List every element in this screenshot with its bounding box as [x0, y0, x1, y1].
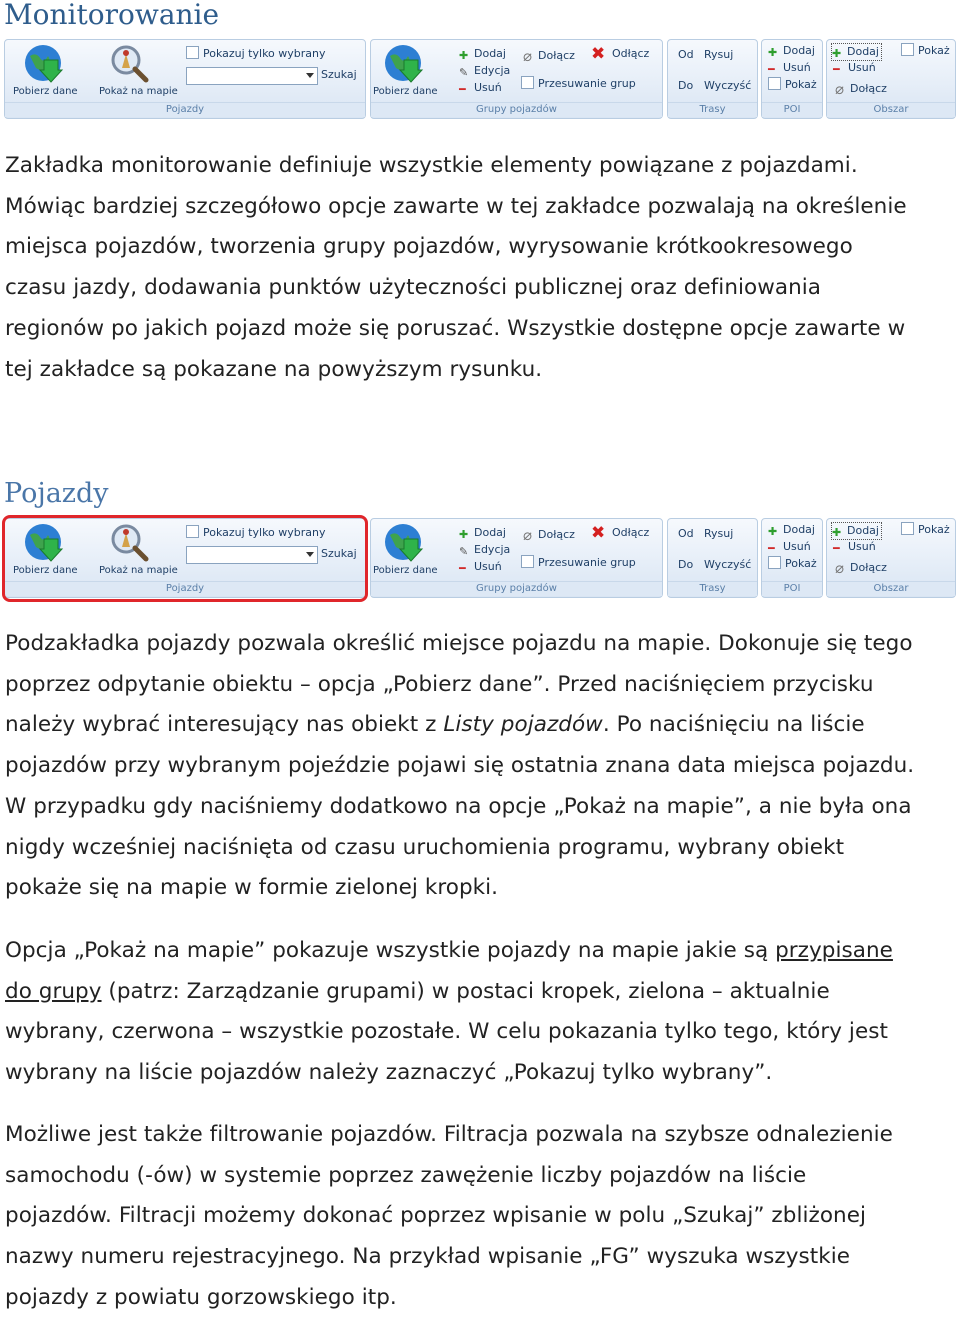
- trasy-od-field[interactable]: [678, 47, 694, 63]
- edycja-label: Edycja: [474, 543, 511, 556]
- grupy-pobierz-dane-button[interactable]: [373, 42, 438, 102]
- paperclip-icon: ⌀: [835, 80, 845, 98]
- usun-label: Usuń: [848, 540, 876, 553]
- pokaz-label: Pokaż: [785, 78, 817, 91]
- minus-icon: ━: [768, 542, 775, 555]
- text-span: . Po naciśnięciu na liście: [602, 712, 865, 738]
- ribbon-group-pojazdy: [4, 39, 366, 119]
- text-line: regionów po jakich pojazd może się poruszać. Wszystkie dostępne opcje zawarte w: [5, 315, 906, 341]
- poi-pokaz-checkbox[interactable]: [768, 77, 817, 93]
- dodaj-label: Dodaj: [474, 47, 506, 60]
- poi-dodaj-button[interactable]: [768, 43, 815, 59]
- ribbon-screenshot-pojazdy: [4, 518, 956, 602]
- checkbox-box[interactable]: [768, 556, 781, 569]
- pobierz-dane-label: Pobierz dane: [373, 86, 438, 97]
- pobierz-dane-label: Pobierz dane: [13, 565, 78, 576]
- ribbon-group-trasy: [667, 518, 758, 598]
- vehicle-filter-select[interactable]: [186, 67, 318, 85]
- ribbon-group-poi: [761, 39, 823, 119]
- dodaj-label: Dodaj: [474, 526, 506, 539]
- obszar-pokaz-checkbox[interactable]: [901, 43, 950, 59]
- text-line: poprzez odpytanie obiektu – opcja „Pobierz dane”. Przed naciśnięciem przycisku: [5, 671, 874, 697]
- text-line: Mówiąc bardziej szczegółowo opcje zawarte w tej zakładce pozwalają na określenie: [5, 193, 907, 219]
- grupy-edycja-button[interactable]: [459, 542, 510, 558]
- trasy-rysuj-button[interactable]: [704, 47, 733, 63]
- obszar-usun-button[interactable]: [833, 539, 876, 555]
- do-label: Do: [678, 79, 694, 92]
- pojazdy-paragraph-1: [5, 624, 960, 909]
- plus-icon: ✚: [768, 46, 778, 59]
- pobierz-dane-button[interactable]: [13, 42, 78, 102]
- dolacz-label: Dołącz: [538, 49, 575, 62]
- trasy-wyczysc-button[interactable]: [704, 78, 751, 94]
- pokazuj-tylko-wybrany-label: Pokazuj tylko wybrany: [203, 526, 326, 539]
- pojazdy-group-highlight: [2, 515, 368, 602]
- szukaj-label: Szukaj: [321, 547, 357, 560]
- magnifier-globe-icon: [108, 42, 150, 84]
- wyczysc-label: Wyczyść: [704, 79, 752, 92]
- globe-download-icon: [382, 521, 424, 563]
- text-line: czasu jazdy, dodawania punktów użyteczności publicznej oraz definiowania: [5, 275, 822, 301]
- dolacz-label: Dołącz: [538, 528, 575, 541]
- plus-icon: ✚: [832, 526, 842, 539]
- grupy-pobierz-dane-button[interactable]: [373, 521, 438, 581]
- red-x-icon: ✖: [591, 44, 606, 64]
- ribbon-group-poi: [761, 518, 823, 598]
- ribbon-screenshot-monitorowanie: [4, 39, 956, 123]
- text-line: pojazdów przy wybranym pojeździe pojawi się ostatnia znana data miejsca pojazdu.: [5, 753, 915, 779]
- edycja-label: Edycja: [474, 64, 511, 77]
- poi-usun-button[interactable]: [768, 539, 811, 555]
- minus-icon: ━: [459, 562, 466, 575]
- globe-download-icon: [22, 42, 64, 84]
- text-line: Podzakładka pojazdy pozwala określić miejsce pojazdu na mapie. Dokonuje się tego: [5, 631, 913, 656]
- pokaz-na-mapie-button[interactable]: [99, 42, 178, 102]
- od-label: Od: [678, 527, 694, 540]
- checkbox-box[interactable]: [901, 43, 914, 56]
- pokazuj-tylko-wybrany-label: Pokazuj tylko wybrany: [203, 47, 326, 60]
- text-line: wybrany na liście pojazdów należy zaznaczyć „Pokazuj tylko wybrany”.: [5, 1060, 773, 1086]
- dropdown-arrow-icon[interactable]: [306, 73, 314, 78]
- minus-icon: ━: [833, 542, 840, 555]
- checkbox-box[interactable]: [768, 77, 781, 90]
- text-line: pojazdów. Filtracji możemy dokonać poprzez wpisanie w polu „Szukaj” zbliżonej: [5, 1203, 867, 1229]
- group-label-obszar: Obszar: [827, 581, 955, 596]
- dodaj-label: Dodaj: [783, 44, 815, 57]
- group-label-trasy: Trasy: [668, 581, 757, 596]
- usun-label: Usuń: [848, 61, 876, 74]
- usun-label: Usuń: [783, 540, 811, 553]
- trasy-do-field[interactable]: [678, 557, 693, 573]
- poi-usun-button[interactable]: [768, 60, 811, 76]
- plus-icon: ✚: [459, 49, 469, 62]
- grupy-edycja-button[interactable]: [459, 63, 510, 79]
- rysuj-label: Rysuj: [704, 527, 734, 540]
- pokaz-na-mapie-label: Pokaż na mapie: [99, 86, 178, 97]
- minus-icon: ━: [768, 63, 775, 76]
- dodaj-label: Dodaj: [783, 523, 815, 536]
- grupy-dolacz-button[interactable]: [523, 48, 575, 64]
- text-line: pokaże się na mapie w formie zielonej kropki.: [5, 875, 499, 901]
- obszar-usun-button[interactable]: [833, 60, 876, 76]
- wyczysc-label: Wyczyść: [704, 558, 752, 571]
- przesuwanie-grup-checkbox[interactable]: [521, 76, 636, 92]
- minus-icon: ━: [459, 83, 466, 96]
- ribbon-group-obszar: [826, 518, 956, 598]
- text-line: wybrany, czerwona – wszystkie pozostałe. W celu pokazania tylko tego, który jest: [5, 1019, 888, 1045]
- plus-icon: ✚: [832, 47, 842, 60]
- group-label-grupy-pojazdow: Grupy pojazdów: [371, 581, 662, 596]
- trasy-rysuj-button[interactable]: [704, 526, 733, 542]
- trasy-od-field[interactable]: [678, 526, 694, 542]
- group-label-poi: POI: [762, 581, 822, 596]
- group-label-grupy-pojazdow: Grupy pojazdów: [371, 102, 662, 117]
- przesuwanie-grup-label: Przesuwanie grup: [538, 77, 636, 90]
- pokaz-na-mapie-label: Pokaż na mapie: [99, 565, 178, 576]
- obszar-dodaj-button[interactable]: [831, 43, 882, 61]
- globe-download-icon: [382, 42, 424, 84]
- poi-pokaz-checkbox[interactable]: [768, 556, 817, 572]
- usun-label: Usuń: [474, 560, 502, 573]
- minus-icon: ━: [833, 63, 840, 76]
- pokaz-label: Pokaż: [785, 557, 817, 570]
- grupy-usun-button[interactable]: [459, 559, 502, 575]
- grupy-odlacz-button[interactable]: [591, 525, 649, 541]
- grupy-usun-button[interactable]: [459, 80, 502, 96]
- ribbon-group-trasy: [667, 39, 758, 119]
- group-label-obszar: Obszar: [827, 102, 955, 117]
- intro-paragraph: [5, 146, 960, 390]
- group-label-pojazdy: Pojazdy: [5, 581, 365, 596]
- text-line: Możliwe jest także filtrowanie pojazdów. Filtracja pozwala na szybsze odnalezienie: [5, 1122, 893, 1147]
- pokazuj-tylko-wybrany-checkbox[interactable]: [186, 46, 326, 62]
- trasy-do-field[interactable]: [678, 78, 693, 94]
- ribbon-group-grupy-pojazdow: [370, 518, 663, 598]
- pokaz-label: Pokaż: [918, 523, 950, 536]
- pojazdy-paragraph-2: [5, 931, 960, 1094]
- usun-label: Usuń: [783, 61, 811, 74]
- obszar-dolacz-button[interactable]: [835, 560, 887, 576]
- text-line: [5, 972, 960, 1013]
- checkbox-box[interactable]: [521, 555, 534, 568]
- szukaj-label: Szukaj: [321, 68, 357, 81]
- paperclip-icon: ⌀: [523, 47, 533, 65]
- grupy-odlacz-button[interactable]: [591, 46, 649, 62]
- group-label-trasy: Trasy: [668, 102, 757, 117]
- pencil-icon: ✎: [459, 545, 469, 558]
- text-line: Zakładka monitorowanie definiuje wszystkie elementy powiązane z pojazdami.: [5, 153, 858, 178]
- poi-dodaj-button[interactable]: [768, 522, 815, 538]
- checkbox-box[interactable]: [901, 522, 914, 535]
- text-line: W przypadku gdy naciśniemy dodatkowo na opcje „Pokaż na mapie”, a nie była ona: [5, 793, 912, 819]
- text-line: pojazdy z powiatu gorzowskiego itp.: [5, 1284, 397, 1310]
- grupy-dodaj-button[interactable]: [459, 525, 506, 541]
- szukaj-button[interactable]: [321, 67, 357, 83]
- ribbon-group-obszar: [826, 39, 956, 119]
- trasy-wyczysc-button[interactable]: [704, 557, 751, 573]
- red-x-icon: ✖: [591, 523, 606, 543]
- group-label-pojazdy: Pojazdy: [5, 102, 365, 117]
- link-przypisane-do-grupy[interactable]: przypisane: [775, 938, 893, 963]
- obszar-dolacz-button[interactable]: [835, 81, 887, 97]
- checkbox-box[interactable]: [186, 46, 199, 59]
- do-label: Do: [678, 558, 694, 571]
- plus-icon: ✚: [459, 528, 469, 541]
- text-line: tej zakładce są pokazane na powyższym rysunku.: [5, 356, 543, 382]
- text-span: (patrz: Zarządzanie grupami) w postaci kropek, zielona – aktualnie: [101, 978, 830, 1004]
- pojazdy-paragraph-3: [5, 1115, 960, 1319]
- przesuwanie-grup-label: Przesuwanie grup: [538, 556, 636, 569]
- text-line: miejsca pojazdów, tworzenia grupy pojazdów, wyrysowanie krótkookresowego: [5, 234, 853, 260]
- pokaz-label: Pokaż: [918, 44, 950, 57]
- odlacz-label: Odłącz: [612, 47, 650, 60]
- grupy-dodaj-button[interactable]: [459, 46, 506, 62]
- section-title-pojazdy: Pojazdy: [4, 478, 109, 509]
- text-line: nigdy wcześniej naciśnięta od czasu uruchomienia programu, wybrany obiekt: [5, 834, 845, 860]
- obszar-dodaj-button[interactable]: [831, 522, 882, 540]
- dolacz-label: Dołącz: [850, 561, 887, 574]
- dolacz-label: Dołącz: [850, 82, 887, 95]
- group-label-poi: POI: [762, 102, 822, 117]
- pobierz-dane-label: Pobierz dane: [373, 565, 438, 576]
- section-title-monitorowanie: Monitorowanie: [4, 0, 220, 31]
- text-span: Opcja „Pokaż na mapie” pokazuje wszystkie pojazdy na mapie jakie są: [5, 938, 776, 963]
- link-przypisane-do-grupy[interactable]: do grupy: [5, 978, 102, 1004]
- od-label: Od: [678, 48, 694, 61]
- przesuwanie-grup-checkbox[interactable]: [521, 555, 636, 571]
- pencil-icon: ✎: [459, 66, 469, 79]
- dodaj-label: Dodaj: [847, 45, 879, 58]
- obszar-pokaz-checkbox[interactable]: [901, 522, 950, 538]
- text-line: [5, 705, 960, 746]
- paperclip-icon: ⌀: [835, 559, 845, 577]
- pobierz-dane-label: Pobierz dane: [13, 86, 78, 97]
- paperclip-icon: ⌀: [523, 526, 533, 544]
- rysuj-label: Rysuj: [704, 48, 734, 61]
- text-line: [5, 931, 960, 972]
- emphasis-list-pojazdow: Listy pojazdów: [443, 712, 603, 738]
- usun-label: Usuń: [474, 81, 502, 94]
- odlacz-label: Odłącz: [612, 526, 650, 539]
- dodaj-label: Dodaj: [847, 524, 879, 537]
- text-span: należy wybrać interesujący nas obiekt z: [5, 712, 444, 738]
- text-line: nazwy numeru rejestracyjnego. Na przykład wpisanie „FG” wyszuka wszystkie: [5, 1244, 851, 1270]
- plus-icon: ✚: [768, 525, 778, 538]
- grupy-dolacz-button[interactable]: [523, 527, 575, 543]
- text-line: samochodu (-ów) w systemie poprzez zawężenie liczby pojazdów na liście: [5, 1162, 807, 1188]
- ribbon-group-grupy-pojazdow: [370, 39, 663, 119]
- checkbox-box[interactable]: [521, 76, 534, 89]
